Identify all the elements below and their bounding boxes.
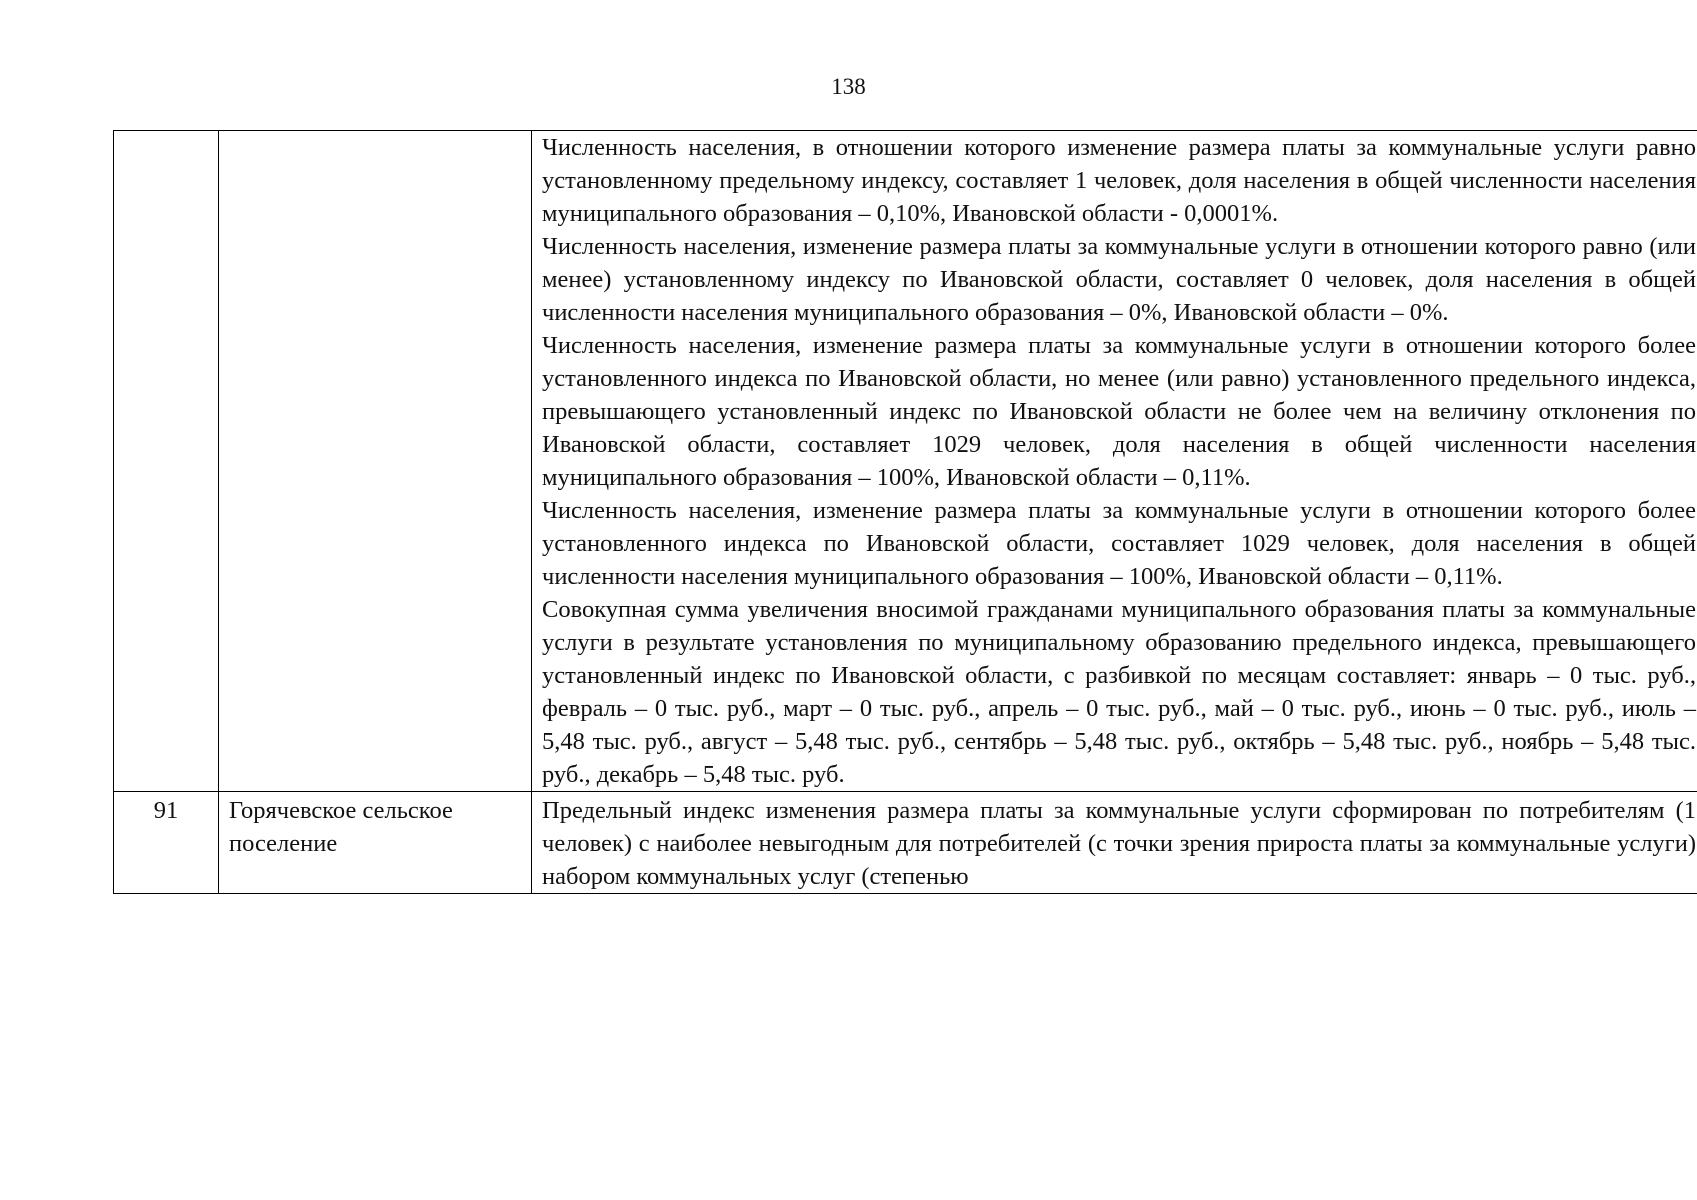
row-number-cell <box>114 131 219 792</box>
paragraph: Численность населения, изменение размера платы за коммунальные услуги в отношении которого более установленного индекса по Ивановской области, но менее (или равно) установленного предельного индекса, превышающего установленный индекс по Ивановской области не более чем на величину отклонения по Ивановской области, составляет 1029 человек, доля населения в общей численности населения муниципального образования – 100%, Ивановской области – 0,11%. <box>542 332 1696 491</box>
table-row <box>114 792 1697 894</box>
description-cell <box>532 131 1697 792</box>
municipal-index-table <box>113 130 1697 894</box>
paragraph: Численность населения, изменение размера платы за коммунальные услуги в отношении которого более установленного индекса по Ивановской области, составляет 1029 человек, доля населения в общей численности населения муниципального образования – 100%, Ивановской области – 0,11%. <box>542 497 1696 590</box>
description-cell <box>532 792 1697 894</box>
paragraph: Совокупная сумма увеличения вносимой гражданами муниципального образования платы за коммунальные услуги в результате установления по муниципальному образованию предельного индекса, превышающего установленный индекс по Ивановской области, с разбивкой по месяцам составляет: январь – 0 тыс. руб., февраль – 0 тыс. руб., март – 0 тыс. руб., апрель – 0 тыс. руб., май – 0 тыс. руб., июнь – 0 тыс. руб., июль – 5,48 тыс. руб., август – 5,48 тыс. руб., сентябрь – 5,48 тыс. руб., октябрь – 5,48 тыс. руб., ноябрь – 5,48 тыс. руб., декабрь – 5,48 тыс. руб. <box>542 596 1696 788</box>
municipality-name-cell <box>219 131 532 792</box>
paragraph: Численность населения, изменение размера платы за коммунальные услуги в отношении которого равно (или менее) установленному индексу по Ивановской области, составляет 0 человек, доля населения в общей численности населения муниципального образования – 0%, Ивановской области – 0%. <box>542 233 1696 326</box>
municipality-name-cell: Горячевское сельское поселение <box>219 792 532 894</box>
row-number-cell: 91 <box>114 792 219 894</box>
page-number: 138 <box>831 74 866 99</box>
table-row <box>114 131 1697 792</box>
paragraph: Предельный индекс изменения размера платы за коммунальные услуги сформирован по потребителям (1 человек) с наиболее невыгодным для потребителей (с точки зрения прироста платы за коммунальные услуги) набором коммунальных услуг (степенью <box>542 797 1696 890</box>
paragraph: Численность населения, в отношении которого изменение размера платы за коммунальные услуги равно установленному предельному индексу, составляет 1 человек, доля населения в общей численности населения муниципального образования – 0,10%, Ивановской области - 0,0001%. <box>542 134 1696 227</box>
